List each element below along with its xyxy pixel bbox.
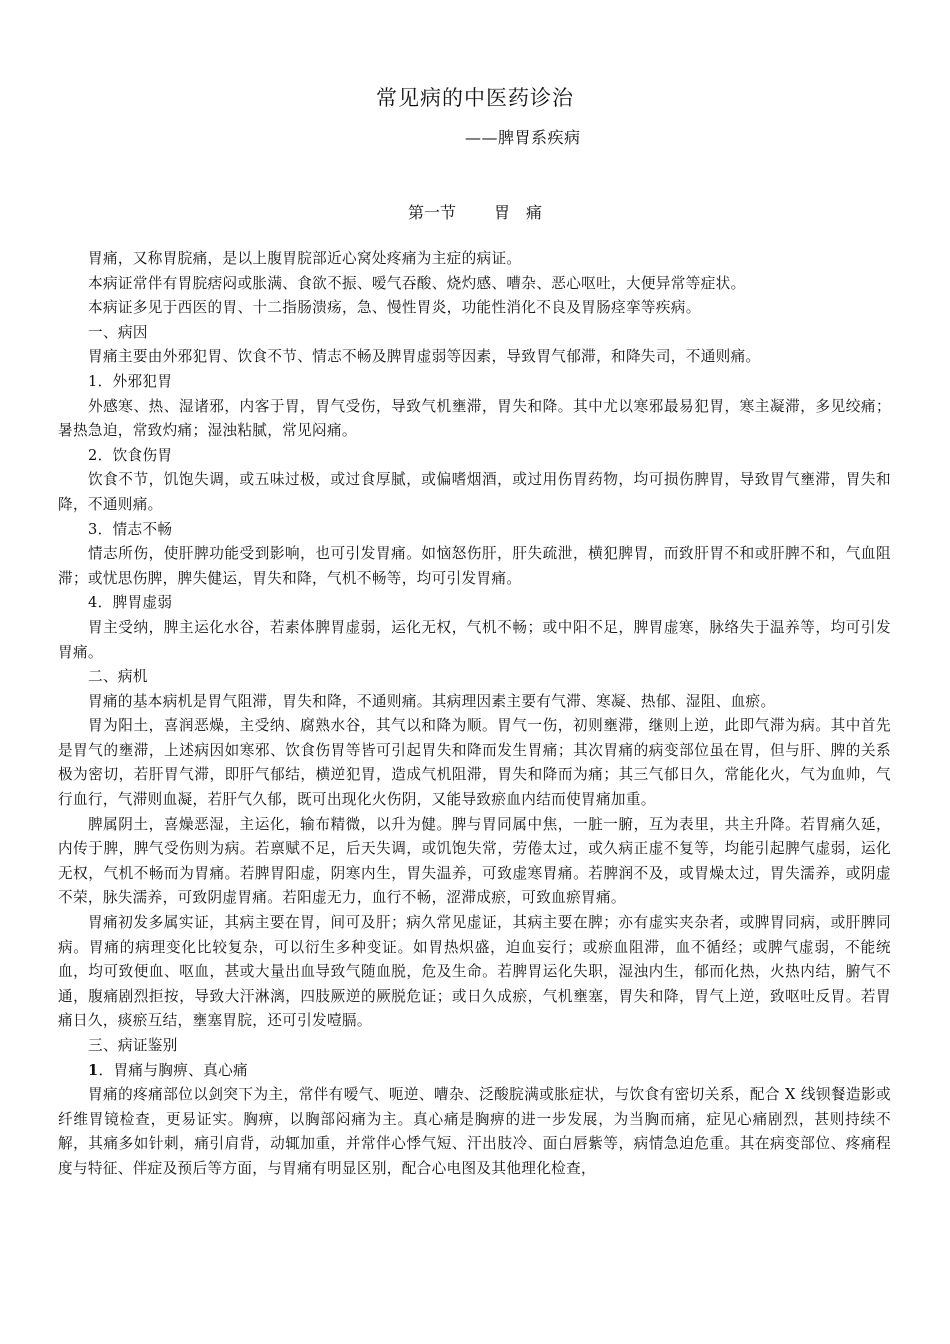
heading-differential: 三、病证鉴别 bbox=[88, 1037, 178, 1054]
subheading: 1．外邪犯胃 bbox=[88, 372, 173, 390]
heading-etiology: 一、病因 bbox=[88, 323, 148, 341]
intro-paragraph: 本病证多见于西医的胃、十二指肠溃疡，急、慢性胃炎，功能性消化不良及胃肠痉挛等疾病。 bbox=[88, 299, 701, 317]
paragraph: 情志所伤，使肝脾功能受到影响，也可引发胃痛。如恼怒伤肝，肝失疏泄，横犯脾胃，而致肝胃不和或肝脾不和，气血阻滞；或忧思伤脾，脾失健运，胃失和降，气机不畅等，均可引发胃痛。 bbox=[58, 545, 891, 587]
section-title: 胃 痛 bbox=[494, 203, 543, 222]
intro-paragraph: 本病证常伴有胃脘痞闷或胀满、食欲不振、嗳气吞酸、烧灼感、嘈杂、恶心呕吐，大便异常等症状。 bbox=[88, 274, 746, 292]
intro-paragraph: 胃痛，又称胃脘痛，是以上腹胃脘部近心窝处疼痛为主症的病证。 bbox=[88, 250, 522, 267]
paragraph: 胃痛主要由外邪犯胃、饮食不节、情志不畅及脾胃虚弱等因素，导致胃气郁滞，和降失司，不通则痛。 bbox=[88, 348, 761, 366]
paragraph: 外感寒、热、湿诸邪，内客于胃，胃气受伤，导致气机壅滞，胃失和降。其中尤以寒邪最易犯胃，寒主凝滞，多见绞痛；暑热急迫，常致灼痛；湿浊粘腻，常见闷痛。 bbox=[58, 397, 891, 440]
paragraph: 胃痛的基本病机是胃气阻滞，胃失和降，不通则痛。其病理因素主要有气滞、寒凝、热郁、湿阻、血瘀。 bbox=[88, 692, 776, 710]
document-title: 常见病的中医药诊治 bbox=[376, 86, 574, 110]
section-number: 第一节 bbox=[407, 203, 456, 222]
paragraph: 胃主受纳，脾主运化水谷，若素体脾胃虚弱，运化无权，气机不畅；或中阳不足，脾胃虚寒，脉络失于温养等，均可引发胃痛。 bbox=[58, 618, 891, 661]
document-body bbox=[58, 247, 891, 1182]
subheading-differential bbox=[58, 1059, 891, 1084]
section-heading bbox=[0, 200, 950, 223]
paragraph: 脾属阴土，喜燥恶湿，主运化，输布精微，以升为健。脾与胃同属中焦，一脏一腑，互为表里，共主升降。若胃痛久延，内传于脾，脾气受伤则为病。若禀赋不足，后天失调，或饥饱失常，劳倦太过，或久病正虚不复等，均能引起脾气虚弱，运化无权，气机不畅而为胃痛。若脾胃阳虚，阴寒内生，胃失温养，可致虚寒胃痛。若脾润不及，或胃燥太过，胃失濡养，或阴虚不荣，脉失濡养，可致阴虚胃痛。若阳虚无力，血行不畅，涩滞成瘀，可致血瘀胃痛。 bbox=[58, 815, 891, 907]
paragraph: 胃痛初发多属实证，其病主要在胃，间可及肝；病久常见虚证，其病主要在脾；亦有虚实夹杂者，或脾胃同病，或肝脾同病。胃痛的病理变化比较复杂，可以衍生多种变证。如胃热炽盛，迫血妄行；或瘀血阻滞，血不循经；或脾气虚弱，不能统血，均可致便血、呕血，甚或大量出血导致气随血脱，危及生命。若脾胃运化失职，湿浊内生，郁而化热，火热内结，腑气不通，腹痛剧烈拒按，导致大汗淋漓，四肢厥逆的厥脱危证；或日久成瘀，气机壅塞，胃失和降，胃气上逆，致呕吐反胃。若胃痛日久，痰瘀互结，壅塞胃脘，还可引发噎膈。 bbox=[58, 914, 891, 1030]
subheading: 3．情志不畅 bbox=[88, 520, 173, 538]
paragraph: 胃痛的疼痛部位以剑突下为主，常伴有嗳气、呃逆、嘈杂、泛酸脘满或胀症状，与饮食有密切关系，配合 X 线钡餐造影或纤维胃镜检查，更易证实。胸痹，以胸部闷痛为主。真心痛是胸痹的进一步发展，为当胸而痛，症见心痛剧烈，甚则持续不解，其痛多如针刺，痛引肩背，动辄加重，并常伴心悸气短、汗出肢冷、面白唇紫等，病情急迫危重。其在病变部位、疼痛程度与特征、伴症及预后等方面，与胃痛有明显区别，配合心电图及其他理化检查， bbox=[58, 1086, 891, 1177]
subheading: 4．脾胃虚弱 bbox=[88, 594, 173, 612]
subheading: 2．饮食伤胃 bbox=[88, 446, 173, 464]
subheading-title: ．胃痛与胸痹、真心痛 bbox=[98, 1061, 248, 1079]
document-subtitle: ——脾胃系疾病 bbox=[465, 128, 581, 147]
subheading-number: 1 bbox=[88, 1061, 99, 1079]
paragraph: 胃为阳土，喜润恶燥，主受纳、腐熟水谷，其气以和降为顺。胃气一伤，初则壅滞，继则上逆，此即气滞为病。其中首先是胃气的壅滞，上述病因如寒邪、饮食伤胃等皆可引起胃失和降而发生胃痛；其次胃痛的病变部位虽在胃，但与肝、脾的关系极为密切，若肝胃气滞，即肝气郁结，横逆犯胃，造成气机阻滞，胃失和降而为痛；其三气郁日久，常能化火，气为血帅，气行血行，气滞则血凝，若肝气久郁，既可出现化火伤阴，又能导致瘀血内结而使胃痛加重。 bbox=[58, 717, 891, 809]
heading-pathogenesis: 二、病机 bbox=[88, 668, 148, 686]
paragraph: 饮食不节，饥饱失调，或五味过极，或过食厚腻，或偏嗜烟酒，或过用伤胃药物，均可损伤脾胃，导致胃气壅滞，胃失和降，不通则痛。 bbox=[58, 471, 891, 513]
